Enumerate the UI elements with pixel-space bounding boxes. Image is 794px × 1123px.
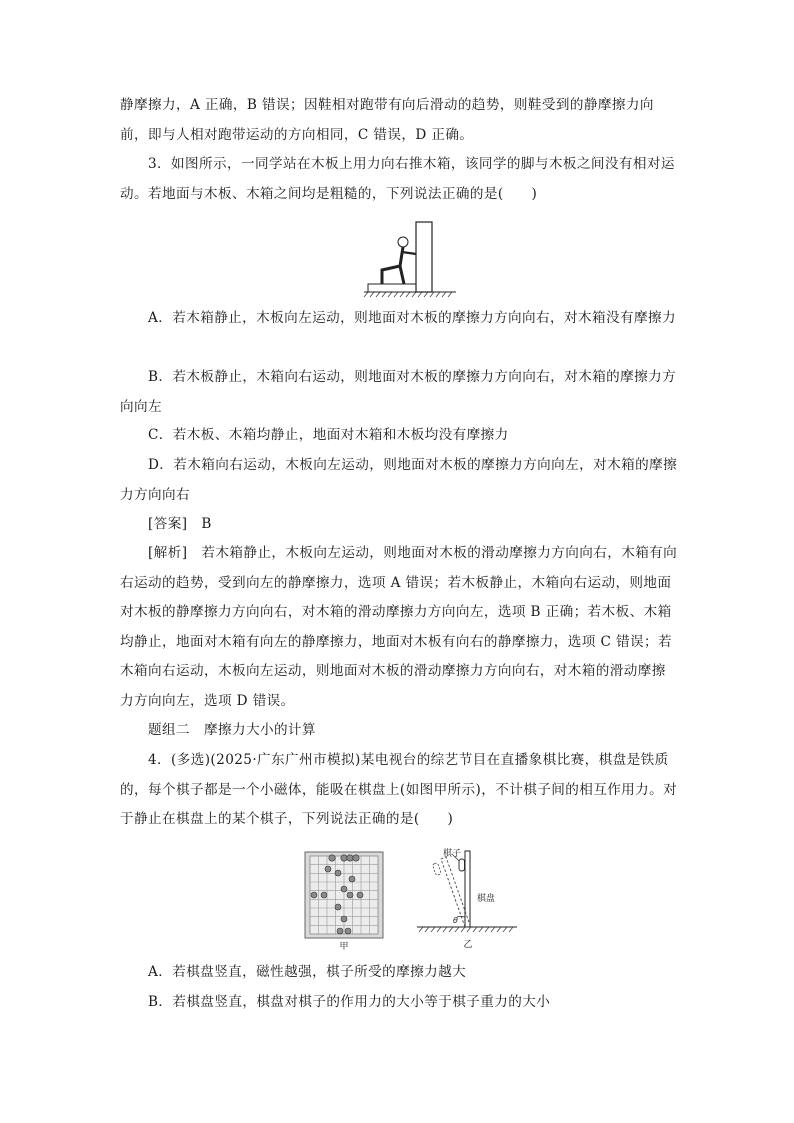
question-4-stem: 4．(多选)(2025·广东广州市模拟)某电视台的综艺节目在直播象棋比赛，棋盘是铁质的，每个棋子都是一个小磁体，能吸在棋盘上(如图甲所示)，不计棋子间的相互作用力。对于静止在棋盘上的某个棋子，下列说法正确的是( ) bbox=[120, 752, 678, 827]
label-qizi: 棋子 bbox=[443, 849, 462, 859]
label-theta: θ bbox=[453, 916, 458, 925]
group-2-heading: 题组二 摩擦力大小的计算 bbox=[148, 722, 316, 738]
option-3C: C．若木板、木箱均静止，地面对木箱和木板均没有摩擦力 bbox=[148, 427, 509, 443]
question-3-stem: 3．如图所示，一同学站在木板上用力向右推木箱，该同学的脚与木板之间没有相对运动。若地面与木板、木箱之间均是粗糙的，下列说法正确的是( ) bbox=[120, 156, 675, 202]
label-jia: 甲 bbox=[339, 942, 349, 951]
paragraph-previous-answer-tail: 静摩擦力，A 正确，B 错误；因鞋相对跑带有向后滑动的趋势，则鞋受到的静摩擦力向前，即与人相对跑带运动的方向相同，C 错误，D 正确。 bbox=[120, 97, 654, 143]
option-3A: A．若木箱静止，木板向左运动，则地面对木板的摩擦力方向向右，对木箱没有摩擦力 bbox=[148, 310, 676, 326]
option-4A: A．若棋盘竖直，磁性越强，棋子所受的摩擦力越大 bbox=[148, 964, 467, 980]
figure-tilted-board-yi bbox=[413, 845, 523, 953]
figure-chess-board-jia bbox=[304, 851, 384, 951]
answer-3: [答案] B bbox=[148, 516, 212, 532]
analysis-3: [解析] 若木箱静止，木板向左运动，则地面对木板的滑动摩擦力方向向右，木箱有向右运动的趋势，受到向左的静摩擦力，选项 A 错误；若木板静止，木箱向右运动，则地面对木板的静摩擦力方向向右，对木箱的滑动摩擦力方向向左，选项 B 正确；若木板、木箱均静止，地面对木箱有向左的静摩擦力，地面对木板有向右的静摩擦力，选项 C 错误；若木箱向右运动，木板向左运动，则地面对木板的滑动摩擦力方向向右，对木箱的滑动摩擦力方向向左，选项 D 错误。 bbox=[120, 545, 678, 709]
option-3B: B．若木板静止，木箱向右运动，则地面对木板的摩擦力方向向右，对木箱的摩擦力方向向左 bbox=[120, 369, 677, 415]
label-qipan: 棋盘 bbox=[477, 894, 496, 904]
option-4B: B．若棋盘竖直，棋盘对棋子的作用力的大小等于棋子重力的大小 bbox=[148, 994, 551, 1010]
label-yi: 乙 bbox=[463, 940, 473, 950]
option-3D: D．若木箱向右运动，木板向左运动，则地面对木板的摩擦力方向向左，对木箱的摩擦力方向向右 bbox=[120, 457, 678, 503]
figure-push-box bbox=[360, 218, 460, 298]
